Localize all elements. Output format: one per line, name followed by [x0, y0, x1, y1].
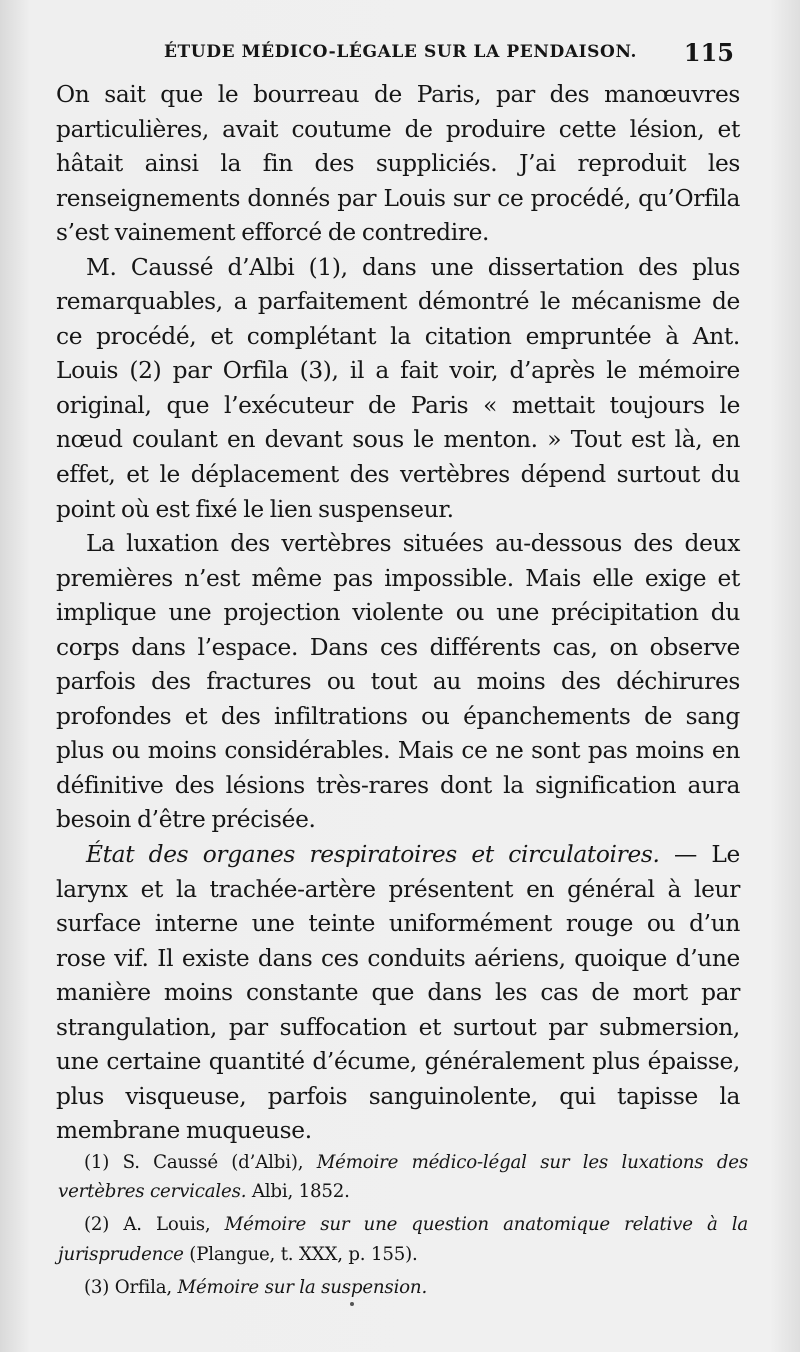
footnote-3-mark: (3) — [84, 1276, 115, 1298]
footnote-3-title: Mémoire sur la suspension. — [177, 1276, 428, 1298]
footnote-3 — [58, 1273, 748, 1302]
footnote-1-author: S. Caussé (d’Albi), — [122, 1152, 317, 1173]
section-title: État des organes respiratoires et circulatoires. — [86, 841, 660, 869]
footnotes — [58, 1148, 748, 1302]
page-number: 115 — [683, 38, 734, 67]
footnote-2-rest: (Plangue, t. XXX, p. 155). — [183, 1243, 418, 1265]
footnote-1-rest: Albi, 1852. — [246, 1181, 350, 1203]
footnote-1 — [58, 1148, 748, 1206]
paragraph-1: On sait que le bourreau de Paris, par des manœuvres particulières, avait coutume de produire cette lésion, et hâtait ainsi la fin des suppliciés. J’ai reproduit les renseignements donnés par Louis sur ce procédé, qu’Orfila s’est vainement efforcé de contredire. — [56, 81, 740, 247]
footnote-1-mark: (1) — [84, 1152, 123, 1173]
footnote-2-mark: (2) — [84, 1214, 124, 1236]
paragraph-4-text: — Le larynx et la trachée-artère présentent en général à leur surface interne une teinte uniformément rouge ou d’un rose vif. Il existe dans ces conduits aériens, quoique d’une manière moins constante que dans les cas de mort par strangulation, par suffocation et surtout par submersion, une certaine quantité d’écume, généralement plus épaisse, plus visqueuse, parfois sanguinolente, qui tapisse la membrane muqueuse. — [56, 841, 740, 1145]
footnote-3-author: Orfila, — [114, 1276, 178, 1298]
footnote-2-author: A. Louis, — [123, 1214, 225, 1236]
paragraph-3: La luxation des vertèbres situées au-dessous des deux premières n’est même pas impossible. Mais elle exige et implique une projection violente ou une précipitation du corps dans l’espace. Dans ces différents cas, on observe parfois des fractures ou tout au moins des déchirures profondes et des infiltrations ou épanchements de sang plus ou moins considérables. Mais ce ne sont pas moins en définitive des lésions très-rares dont la signification aura besoin d’être précisée. — [56, 530, 740, 834]
running-head: ÉTUDE MÉDICO-LÉGALE SUR LA PENDAISON. — [164, 42, 638, 62]
footnote-1-title: Mémoire médico-légal sur les luxations des vertèbres cervicales. — [58, 1152, 748, 1203]
paragraph-4 — [56, 838, 740, 1149]
footnote-2-title: Mémoire sur une question anatomique relative à la jurisprudence — [58, 1214, 749, 1265]
footnote-2 — [58, 1210, 748, 1268]
ink-dot — [350, 1302, 354, 1306]
paragraph-2: M. Caussé d’Albi (1), dans une dissertation des plus remarquables, a parfaitement démontré le mécanisme de ce procédé, et complétant la citation empruntée à Ant. Louis (2) par Orfila (3), il a fait voir, d’après le mémoire original, que l’exécuteur de Paris « mettait toujours le nœud coulant en devant sous le menton. » Tout est là, en effet, et le déplacement des vertèbres dépend surtout du point où est fixé le lien suspenseur. — [56, 253, 740, 523]
page-header — [54, 38, 738, 72]
body-text — [56, 78, 740, 1149]
